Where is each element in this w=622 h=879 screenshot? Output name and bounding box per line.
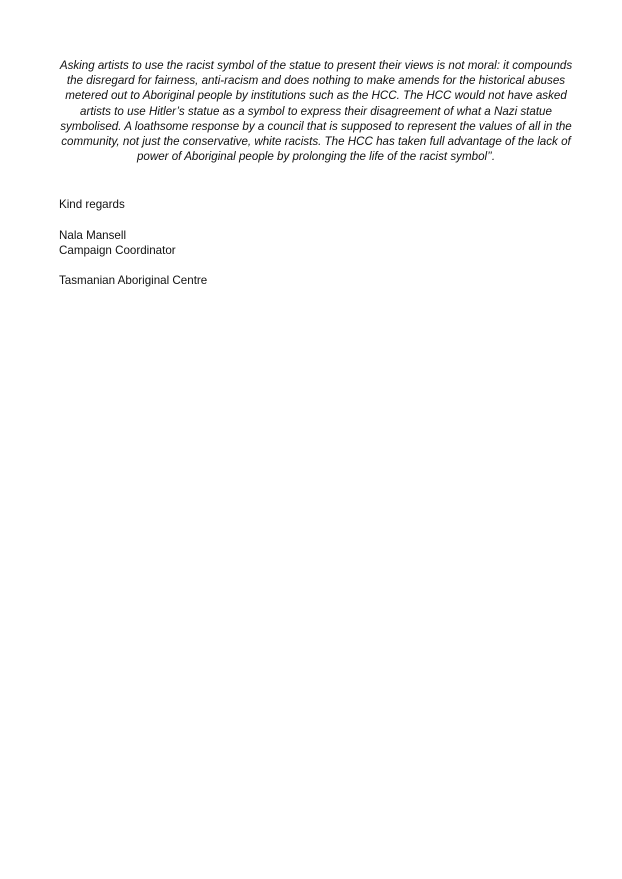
quote-line: symbolised. A loathsome response by a council that is supposed to represent the values of all in the [60, 119, 572, 133]
quote-line: metered out to Aboriginal people by institutions such as the HCC. The HCC would not have asked [65, 89, 567, 103]
signer-name: Nala Mansell [59, 229, 127, 242]
quote-line: community, not just the conservative, white racists. The HCC has taken full advantage of the lack of [61, 135, 571, 149]
quoted-statement [56, 58, 576, 164]
organization-name: Tasmanian Aboriginal Centre [59, 274, 208, 287]
quote-line: Asking artists to use the racist symbol of the statue to present their views is not moral: it compounds [59, 59, 573, 72]
signer-title: Campaign Coordinator [59, 244, 176, 257]
closing-salutation: Kind regards [59, 198, 125, 211]
quote-line: power of Aboriginal people by prolonging the life of the racist symbol’’. [136, 150, 496, 164]
quote-line: artists to use Hitler’s statue as a symbol to express their disagreement of what a Nazi statue [80, 104, 552, 118]
quote-line: the disregard for fairness, anti-racism and does nothing to make amends for the historical abuses [66, 74, 566, 88]
